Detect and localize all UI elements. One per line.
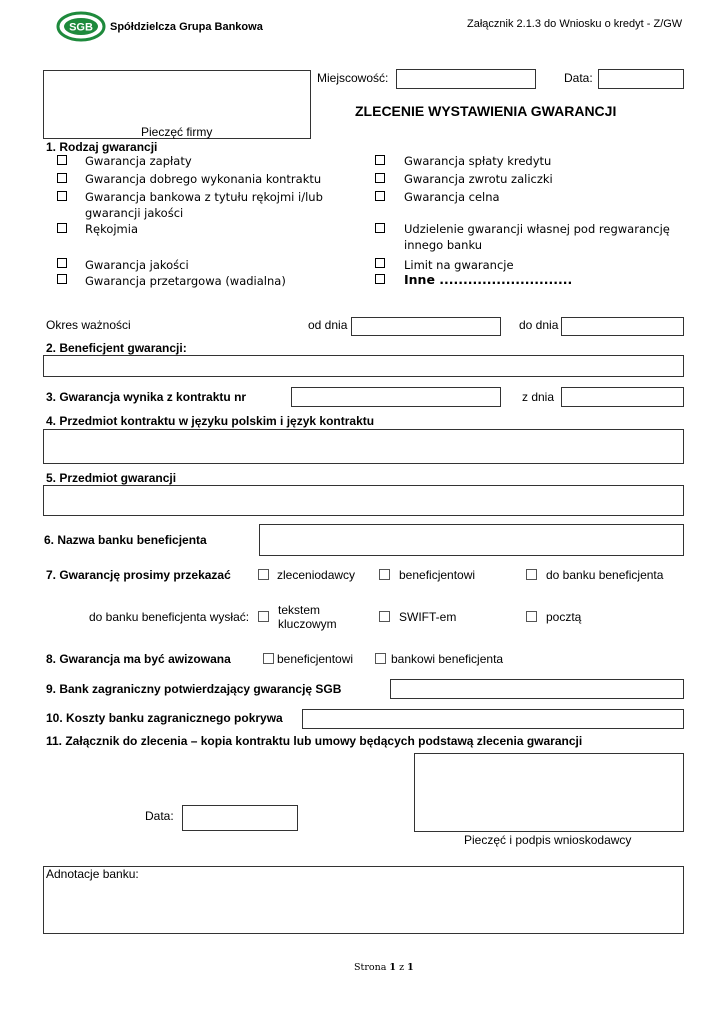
checkbox-rekojmia[interactable] [57,223,67,233]
option-label-line2: gwarancji jakości [85,206,184,220]
checkbox-awizo-bankowi[interactable] [375,653,386,664]
option-label: Gwarancja przetargowa (wadialna) [85,274,286,288]
contract-date-field[interactable] [561,387,684,407]
checkbox-przetargowa[interactable] [57,274,67,284]
contract-date-label: z dnia [522,390,555,404]
date-field[interactable] [598,69,684,89]
signature-label: Pieczęć i podpis wnioskodawcy [464,833,632,847]
logo-text: SGB [69,21,93,34]
stamp-label: Pieczęć firmy [141,125,213,139]
checkbox-inne[interactable] [375,274,385,284]
costs-payer-field[interactable] [302,709,684,729]
date-label: Data: [564,71,593,85]
guarantee-subject-field[interactable] [43,485,684,516]
form-title: ZLECENIE WYSTAWIENIA GWARANCJI [355,103,617,119]
section4-title: 4. Przedmiot kontraktu w języku polskim i język kontraktu [46,414,375,428]
checkbox-zleceniodawcy[interactable] [258,569,269,580]
option-label: Inne ............................ [404,272,573,287]
to-label: do dnia [519,318,559,332]
contract-number-field[interactable] [291,387,501,407]
checkbox-awizo-beneficjentowi[interactable] [263,653,274,664]
sgb-logo [56,11,106,42]
checkbox-do-banku-beneficjenta[interactable] [526,569,537,580]
option-label-line2: kluczowym [278,617,337,631]
bank-notes-label: Adnotacje banku: [46,867,139,881]
option-label: Gwarancja bankowa z tytułu rękojmi i/lub [85,190,323,204]
bank-name: Spółdzielcza Grupa Bankowa [110,21,263,33]
checkbox-rekojmi-gwarancji[interactable] [57,191,67,201]
checkbox-gwarancja-zaplaty[interactable] [57,155,67,165]
page-label: Strona [354,962,387,973]
validity-label: Okres ważności [46,318,131,332]
attachment-note: Załącznik 2.1.3 do Wniosku o kredyt - Z/GW [467,18,683,30]
option-label: Gwarancja zwrotu zaliczki [404,172,553,186]
send-label: do banku beneficjenta wysłać: [89,610,250,624]
checkbox-regwarancja[interactable] [375,223,385,233]
checkbox-limit[interactable] [375,258,385,268]
option-label: Limit na gwarancje [404,258,514,272]
place-label: Miejscowość: [317,71,389,85]
section9-title: 9. Bank zagraniczny potwierdzający gwarancję SGB [46,682,342,696]
section1-title: 1. Rodzaj gwarancji [46,140,158,154]
checkbox-tekstem-kluczowym[interactable] [258,611,269,622]
checkbox-swift[interactable] [379,611,390,622]
applicant-date-label: Data: [145,809,174,823]
option-label: Udzielenie gwarancji własnej pod regwarancję [404,222,670,236]
checkbox-dobrego-wykonania[interactable] [57,173,67,183]
checkbox-gwarancja-celna[interactable] [375,191,385,201]
option-label: Gwarancja dobrego wykonania kontraktu [85,172,322,186]
place-field[interactable] [396,69,536,89]
bank-notes-box[interactable] [43,866,684,934]
checkbox-splaty-kredytu[interactable] [375,155,385,165]
section11-title: 11. Załącznik do zlecenia – kopia kontraktu lub umowy będących podstawą zlecenia gwarancji [46,734,583,748]
checkbox-gwarancja-jakosci[interactable] [57,258,67,268]
option-label: beneficjentowi [399,568,476,582]
page-total: 1 [407,962,414,973]
applicant-signature-box[interactable] [414,753,684,832]
section8-title: 8. Gwarancja ma być awizowana [46,652,231,666]
option-label: Gwarancja spłaty kredytu [404,154,552,168]
option-label: do banku beneficjenta [546,568,664,582]
confirming-bank-field[interactable] [390,679,684,699]
option-label: Gwarancja jakości [85,258,189,272]
page-current: 1 [389,962,397,973]
section7-title: 7. Gwarancję prosimy przekazać [46,568,231,582]
option-label: beneficjentowi [277,652,354,666]
option-label: tekstem [278,603,321,617]
option-label-line2: innego banku [404,238,483,252]
option-label: Rękojmia [85,222,138,236]
from-label: od dnia [308,318,348,332]
page-number [354,961,414,975]
section6-title: 6. Nazwa banku beneficjenta [44,533,207,547]
contract-subject-field[interactable] [43,429,684,464]
beneficiary-field[interactable] [43,355,684,377]
option-label: bankowi beneficjenta [391,652,504,666]
option-label: Gwarancja celna [404,190,500,204]
checkbox-zwrotu-zaliczki[interactable] [375,173,385,183]
beneficiary-bank-field[interactable] [259,524,684,556]
validity-to-field[interactable] [561,317,684,336]
checkbox-poczta[interactable] [526,611,537,622]
page-sep: z [399,962,405,973]
checkbox-beneficjentowi[interactable] [379,569,390,580]
option-label: pocztą [546,610,582,624]
validity-from-field[interactable] [351,317,501,336]
option-label: SWIFT-em [399,610,457,624]
section5-title: 5. Przedmiot gwarancji [46,471,177,485]
applicant-date-field[interactable] [182,805,298,831]
section3-title: 3. Gwarancja wynika z kontraktu nr [46,390,247,404]
option-label: Gwarancja zapłaty [85,154,192,168]
section10-title: 10. Koszty banku zagranicznego pokrywa [46,711,283,725]
option-label: zleceniodawcy [277,568,356,582]
section2-title: 2. Beneficjent gwarancji: [46,341,187,355]
